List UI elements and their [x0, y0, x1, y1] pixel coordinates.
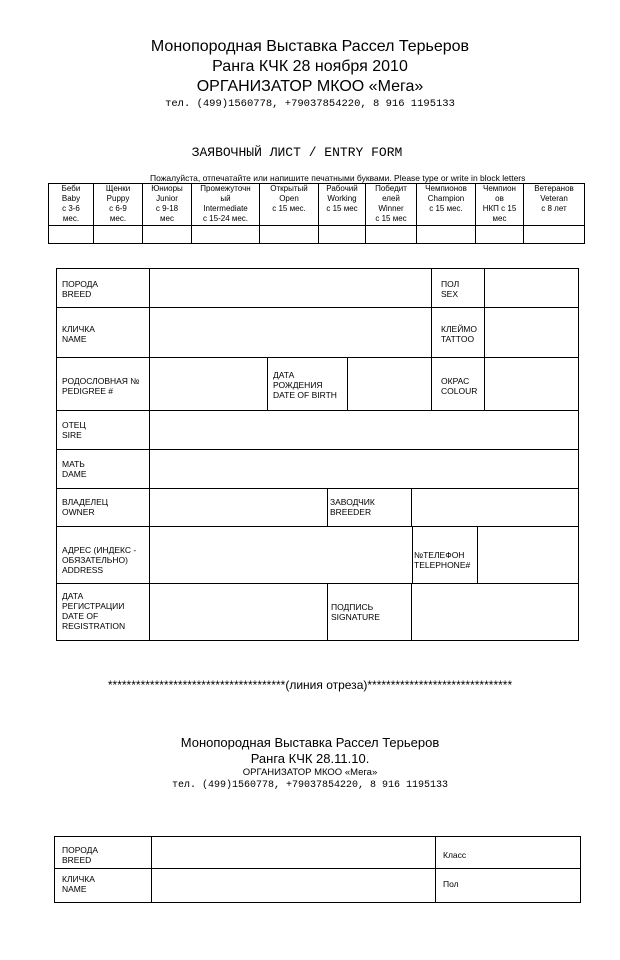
tattoo-label: КЛЕЙМО TATTOO: [441, 324, 478, 344]
class-table: [48, 183, 585, 244]
entry-form-title: ЗАЯВОЧНЫЙ ЛИСТ / ENTRY FORM: [191, 145, 403, 160]
class-checkbox-cell[interactable]: [417, 226, 476, 244]
class-header-cell: Промежуточн ый Intermediate с 15-24 мес.: [192, 184, 260, 226]
slip-organizer: ОРГАНИЗАТОР МКОО «Мега»: [242, 767, 378, 778]
slip-grid: [54, 836, 581, 903]
entry-grid: [56, 268, 579, 641]
class-header-cell: Щенки Puppy с 6-9 мес.: [94, 184, 143, 226]
class-checkbox-cell[interactable]: [524, 226, 585, 244]
organizer: ОРГАНИЗАТОР МКОО «Мега»: [196, 78, 424, 95]
class-checkbox-cell[interactable]: [366, 226, 417, 244]
class-checkbox-cell[interactable]: [49, 226, 94, 244]
registration-date-label: ДАТА РЕГИСТРАЦИИ DATE OF REGISTRATION: [62, 591, 126, 631]
pedigree-label: РОДОСЛОВНАЯ № PEDIGREE #: [62, 376, 140, 396]
class-header-cell: Победит елей Winner с 15 мес: [366, 184, 417, 226]
show-rank-date: Ранга КЧК 28 ноября 2010: [212, 58, 408, 75]
slip-show-rank-date: Ранга КЧК 28.11.10.: [250, 751, 370, 766]
class-checkbox-cell[interactable]: [260, 226, 319, 244]
slip-breed-label: ПОРОДА BREED: [62, 845, 99, 865]
colour-label: ОКРАС COLOUR: [441, 376, 478, 396]
class-checkbox-cell[interactable]: [192, 226, 260, 244]
dob-label: ДАТА РОЖДЕНИЯ DATE OF BIRTH: [273, 370, 337, 400]
class-header-cell: Ветеранов Veteran с 8 лет: [524, 184, 585, 226]
class-header-cell: Юниоры Junior с 9-18 мес: [143, 184, 192, 226]
signature-label: ПОДПИСЬ SIGNATURE: [331, 602, 380, 622]
show-title: Монопородная Выставка Рассел Терьеров: [150, 38, 470, 55]
cut-line: **************************************(линия отреза)*******************************: [107, 678, 513, 692]
class-checkbox-cell[interactable]: [94, 226, 143, 244]
breeder-label: ЗАВОДЧИК BREEDER: [330, 497, 375, 517]
slip-name-label: КЛИЧКА NAME: [62, 874, 95, 894]
class-header-cell: Рабочий Working с 15 мес: [319, 184, 366, 226]
slip-sex-label: Пол: [443, 879, 459, 889]
owner-label: ВЛАДЕЛЕЦ OWNER: [62, 497, 109, 517]
phones: тел. (499)1560778, +79037854220, 8 916 1195133: [165, 98, 455, 110]
class-header-cell: Чемпионов Champion с 15 мес.: [417, 184, 476, 226]
class-header-cell: Чемпион ов НКП с 15 мес: [476, 184, 524, 226]
class-checkbox-cell[interactable]: [143, 226, 192, 244]
breed-label: ПОРОДА BREED: [62, 279, 99, 299]
sire-label: ОТЕЦ SIRE: [62, 420, 86, 440]
class-header-cell: Открытый Open с 15 мес.: [260, 184, 319, 226]
sex-label: ПОЛ SEX: [441, 279, 460, 299]
class-checkbox-cell[interactable]: [476, 226, 524, 244]
slip-phones: тел. (499)1560778, +79037854220, 8 916 1195133: [171, 780, 449, 791]
fill-instruction: Пожалуйста, отпечатайте или напишите печатными буквами. Please type or write in block letters: [150, 173, 526, 183]
phone-label: №ТЕЛЕФОН TELEPHONE#: [414, 550, 471, 570]
address-label: АДРЕС (ИНДЕКС - ОБЯЗАТЕЛЬНО) ADDRESS: [62, 545, 137, 575]
slip-show-title: Монопородная Выставка Рассел Терьеров: [180, 735, 440, 750]
dame-label: МАТЬ DAME: [62, 459, 87, 479]
class-checkbox-cell[interactable]: [319, 226, 366, 244]
class-header-cell: Беби Baby с 3-6 мес.: [49, 184, 94, 226]
name-label: КЛИЧКА NAME: [62, 324, 95, 344]
slip-class-label: Класс: [443, 850, 467, 860]
